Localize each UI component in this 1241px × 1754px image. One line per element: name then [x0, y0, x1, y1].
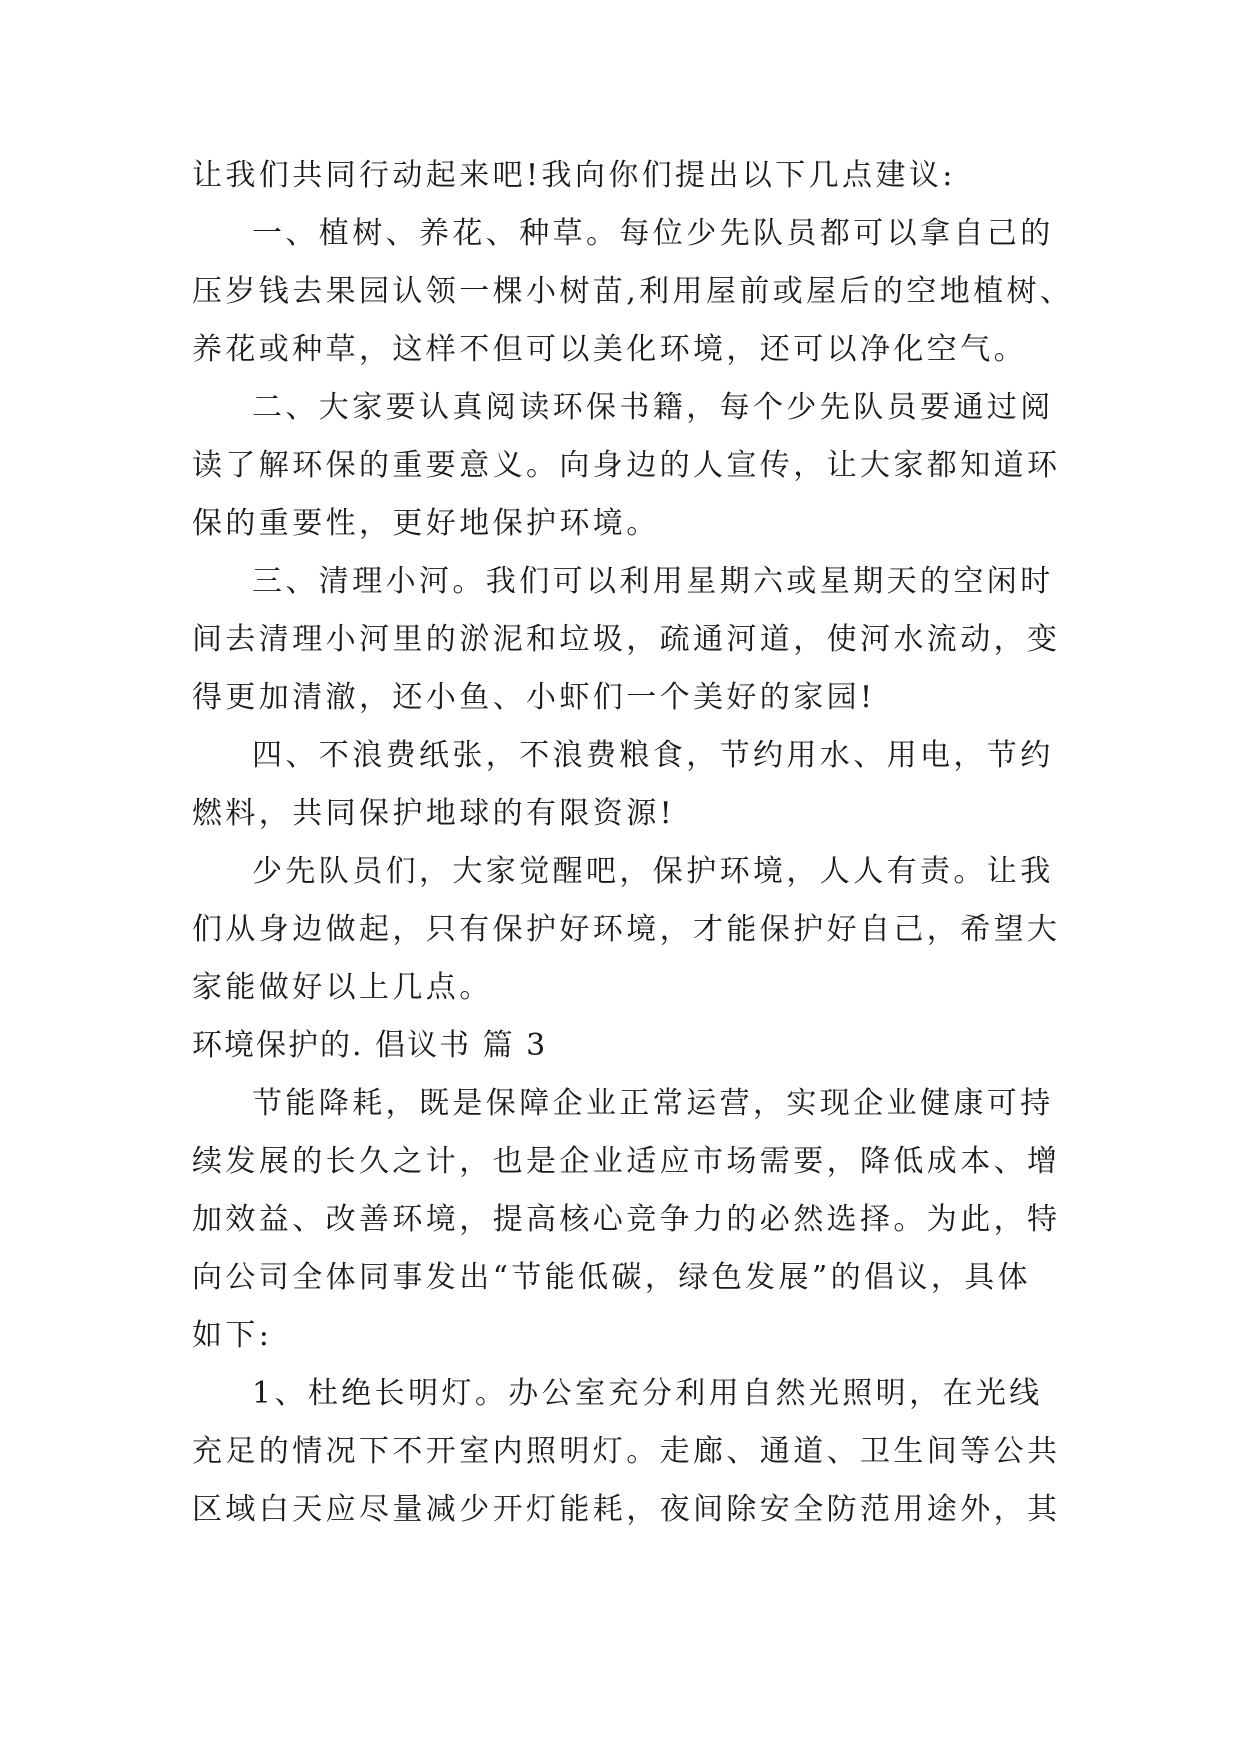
text-line: 得更加清澈，还小鱼、小虾们一个美好的家园!: [192, 680, 876, 715]
text-line: 燃料，共同保护地球的有限资源!: [192, 796, 676, 831]
text-line: 压岁钱去果园认领一棵小树苗,利用屋前或屋后的空地植树、: [192, 274, 1074, 309]
text-line: 让我们共同行动起来吧!我向你们提出以下几点建议:: [192, 158, 956, 193]
text-line: 少先队员们，大家觉醒吧，保护环境，人人有责。让我: [252, 854, 1054, 889]
text-line: 1、杜绝长明灯。办公室充分利用自然光照明，在光线: [252, 1376, 1043, 1411]
text-line: 们从身边做起，只有保护好环境，才能保护好自己，希望大: [192, 912, 1061, 947]
text-line: 家能做好以上几点。: [192, 970, 493, 1005]
text-line: 充足的情况下不开室内照明灯。走廊、通道、卫生间等公共: [192, 1434, 1061, 1469]
text-line: 读了解环保的重要意义。向身边的人宣传，让大家都知道环: [192, 448, 1061, 483]
text-line: 养花或种草，这样不但可以美化环境，还可以净化空气。: [192, 332, 1027, 367]
text-line: 区域白天应尽量减少开灯能耗，夜间除安全防范用途外，其: [192, 1492, 1061, 1527]
text-line: 四、不浪费纸张，不浪费粮食，节约用水、用电，节约: [252, 738, 1054, 773]
section-heading: 环境保护的. 倡议书 篇 3: [192, 1028, 548, 1063]
text-line: 保的重要性，更好地保护环境。: [192, 506, 660, 541]
text-line: 加效益、改善环境，提高核心竞争力的必然选择。为此，特: [192, 1202, 1061, 1237]
text-line: 二、大家要认真阅读环保书籍，每个少先队员要通过阅: [252, 390, 1054, 425]
text-line: 三、清理小河。我们可以利用星期六或星期天的空闲时: [252, 564, 1054, 599]
text-line: 间去清理小河里的淤泥和垃圾，疏通河道，使河水流动，变: [192, 622, 1061, 657]
text-line: 节能降耗，既是保障企业正常运营，实现企业健康可持: [252, 1086, 1054, 1121]
text-line: 一、植树、养花、种草。每位少先队员都可以拿自己的: [252, 216, 1054, 251]
text-line: 续发展的长久之计，也是企业适应市场需要，降低成本、增: [192, 1144, 1061, 1179]
text-line: 向公司全体同事发出“节能低碳，绿色发展”的倡议，具体: [192, 1260, 1032, 1295]
text-line: 如下:: [192, 1318, 273, 1353]
